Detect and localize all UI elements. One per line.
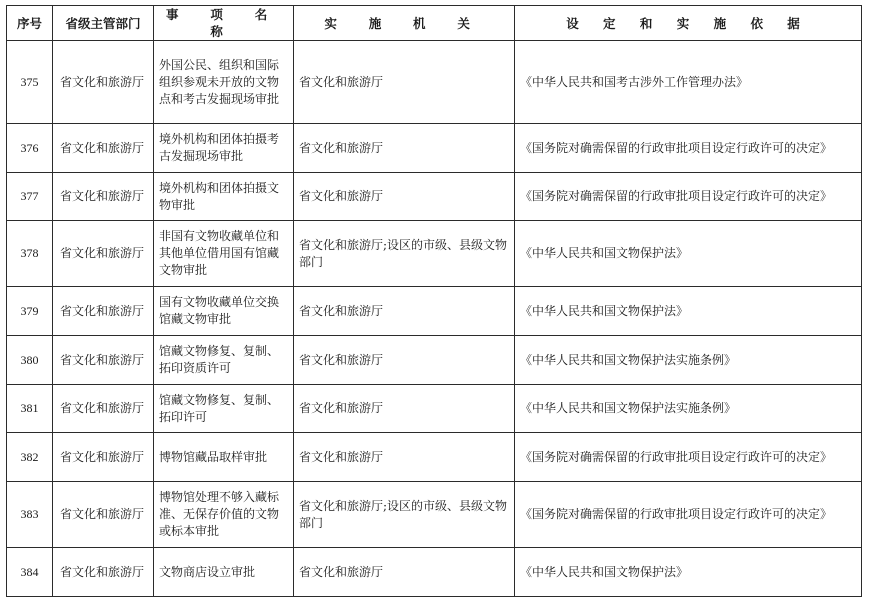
approval-items-table	[6, 5, 862, 597]
row-agency: 省文化和旅游厅	[294, 41, 515, 124]
row-item-name: 博物馆藏品取样审批	[154, 433, 294, 482]
row-basis: 《中华人民共和国文物保护法实施条例》	[515, 336, 862, 385]
table-row	[7, 548, 862, 597]
row-basis: 《国务院对确需保留的行政审批项目设定行政许可的决定》	[515, 124, 862, 173]
row-basis: 《国务院对确需保留的行政审批项目设定行政许可的决定》	[515, 433, 862, 482]
row-basis: 《中华人民共和国文物保护法》	[515, 287, 862, 336]
table-row	[7, 385, 862, 433]
table-header-row	[7, 6, 862, 41]
header-item-name: 事 项 名 称	[154, 6, 294, 41]
row-agency: 省文化和旅游厅	[294, 336, 515, 385]
row-number: 376	[7, 124, 53, 173]
row-item-name: 馆藏文物修复、复制、拓印许可	[154, 385, 294, 433]
row-department: 省文化和旅游厅	[53, 482, 154, 548]
header-agency: 实 施 机 关	[294, 6, 515, 41]
row-item-name: 馆藏文物修复、复制、拓印资质许可	[154, 336, 294, 385]
row-number: 382	[7, 433, 53, 482]
header-basis: 设 定 和 实 施 依 据	[515, 6, 862, 41]
table-row	[7, 41, 862, 124]
row-number: 381	[7, 385, 53, 433]
row-basis: 《中华人民共和国文物保护法》	[515, 548, 862, 597]
row-number: 375	[7, 41, 53, 124]
row-agency: 省文化和旅游厅	[294, 433, 515, 482]
header-department: 省级主管部门	[53, 6, 154, 41]
header-serial-number: 序号	[7, 6, 53, 41]
table-row	[7, 287, 862, 336]
row-basis: 《中华人民共和国文物保护法实施条例》	[515, 385, 862, 433]
row-agency: 省文化和旅游厅	[294, 124, 515, 173]
row-department: 省文化和旅游厅	[53, 433, 154, 482]
row-department: 省文化和旅游厅	[53, 41, 154, 124]
row-number: 384	[7, 548, 53, 597]
row-item-name: 非国有文物收藏单位和其他单位借用国有馆藏文物审批	[154, 221, 294, 287]
document-page	[6, 5, 861, 597]
row-basis: 《中华人民共和国考古涉外工作管理办法》	[515, 41, 862, 124]
row-department: 省文化和旅游厅	[53, 221, 154, 287]
row-basis: 《中华人民共和国文物保护法》	[515, 221, 862, 287]
row-department: 省文化和旅游厅	[53, 287, 154, 336]
table-row	[7, 173, 862, 221]
row-agency: 省文化和旅游厅	[294, 548, 515, 597]
row-number: 377	[7, 173, 53, 221]
row-number: 379	[7, 287, 53, 336]
row-department: 省文化和旅游厅	[53, 124, 154, 173]
table-row	[7, 482, 862, 548]
row-item-name: 境外机构和团体拍摄考古发掘现场审批	[154, 124, 294, 173]
table-row	[7, 336, 862, 385]
row-agency: 省文化和旅游厅	[294, 173, 515, 221]
row-item-name: 境外机构和团体拍摄文物审批	[154, 173, 294, 221]
row-department: 省文化和旅游厅	[53, 548, 154, 597]
row-number: 378	[7, 221, 53, 287]
row-department: 省文化和旅游厅	[53, 336, 154, 385]
row-agency: 省文化和旅游厅	[294, 385, 515, 433]
row-item-name: 国有文物收藏单位交换馆藏文物审批	[154, 287, 294, 336]
row-basis: 《国务院对确需保留的行政审批项目设定行政许可的决定》	[515, 482, 862, 548]
row-agency: 省文化和旅游厅;设区的市级、县级文物部门	[294, 482, 515, 548]
row-agency: 省文化和旅游厅	[294, 287, 515, 336]
table-row	[7, 221, 862, 287]
row-number: 380	[7, 336, 53, 385]
row-department: 省文化和旅游厅	[53, 385, 154, 433]
row-number: 383	[7, 482, 53, 548]
row-department: 省文化和旅游厅	[53, 173, 154, 221]
table-row	[7, 433, 862, 482]
row-item-name: 文物商店设立审批	[154, 548, 294, 597]
row-agency: 省文化和旅游厅;设区的市级、县级文物部门	[294, 221, 515, 287]
row-item-name: 博物馆处理不够入藏标准、无保存价值的文物或标本审批	[154, 482, 294, 548]
table-row	[7, 124, 862, 173]
row-basis: 《国务院对确需保留的行政审批项目设定行政许可的决定》	[515, 173, 862, 221]
row-item-name: 外国公民、组织和国际组织参观未开放的文物点和考古发掘现场审批	[154, 41, 294, 124]
